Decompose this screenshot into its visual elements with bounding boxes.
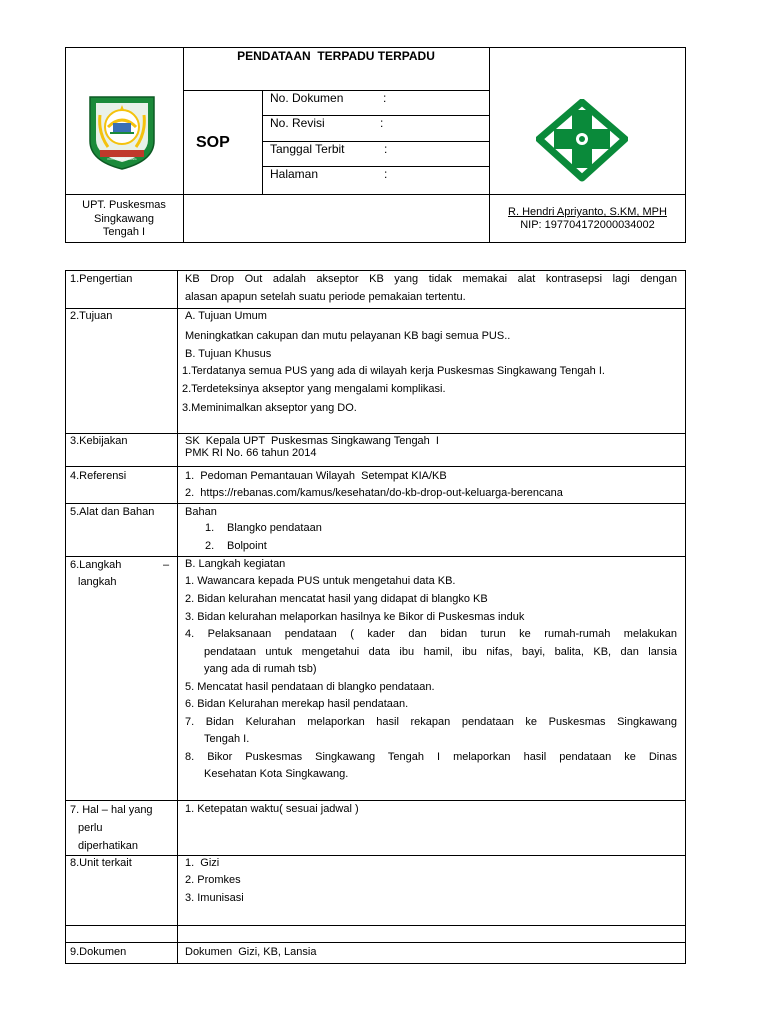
list-item: 6. Bidan Kelurahan merekap hasil pendataan. <box>185 698 409 710</box>
list-item-number: 2. <box>205 540 215 552</box>
field-sep: : <box>380 116 384 130</box>
list-item: Blangko pendataan <box>227 522 322 534</box>
section-label-tujuan: 2.Tujuan <box>70 310 113 322</box>
signer-name: R. Hendri Apriyanto, S.KM, MPH <box>508 206 667 218</box>
section-label-hal: perlu <box>78 822 103 834</box>
list-item: Tengah I. <box>204 733 250 745</box>
section-label-langkah: langkah <box>78 576 117 588</box>
section-label-hal: diperhatikan <box>78 840 138 852</box>
section-label-hal: 7. Hal – hal yang <box>70 804 153 816</box>
city-emblem-caption: KOTA SINGKAWANG <box>107 157 137 161</box>
org-name: Tengah I <box>102 226 146 238</box>
list-item: 1. Wawancara kepada PUS untuk mengetahui data KB. <box>185 575 456 587</box>
pengertian-text: alasan apapun setelah suatu periode pemakaian tertentu. <box>185 291 466 303</box>
pengertian-text: KB Drop Out adalah akseptor KB yang tidak memakai alat kontrasepsi lagi dengan <box>185 273 677 285</box>
list-item: 5. Mencatat hasil pendataan di blangko pendataan. <box>185 681 435 693</box>
kebijakan-text: PMK RI No. 66 tahun 2014 <box>185 447 317 459</box>
dokumen-text: Dokumen Gizi, KB, Lansia <box>185 946 317 958</box>
list-item: 3. Imunisasi <box>185 892 244 904</box>
tujuan-umum-heading: A. Tujuan Umum <box>185 310 267 322</box>
field-sep: : <box>383 91 387 105</box>
section-label-kebijakan: 3.Kebijakan <box>70 435 128 447</box>
document-title: PENDATAAN TERPADU TERPADU <box>237 49 435 63</box>
tujuan-khusus-heading: B. Tujuan Khusus <box>185 348 272 360</box>
langkah-heading: B. Langkah kegiatan <box>185 558 286 570</box>
list-item: 2.Terdeteksinya akseptor yang mengalami komplikasi. <box>182 383 446 395</box>
list-item: 3. Bidan kelurahan melaporkan hasilnya ke Bikor di Puskesmas induk <box>185 611 525 623</box>
sop-label: SOP <box>196 134 230 151</box>
list-item: 1. Ketepatan waktu( sesuai jadwal ) <box>185 803 359 815</box>
list-item: Bolpoint <box>227 540 267 552</box>
list-item: 2. Bidan kelurahan mencatat hasil yang didapat di blangko KB <box>185 593 488 605</box>
field-no-revisi: No. Revisi <box>270 116 325 130</box>
section-label-unit: 8.Unit terkait <box>70 857 132 869</box>
field-tanggal-terbit: Tanggal Terbit <box>270 142 345 156</box>
tujuan-umum-text: Meningkatkan cakupan dan mutu pelayanan KB bagi semua PUS.. <box>185 330 511 342</box>
list-item: 1.Terdatanya semua PUS yang ada di wilayah kerja Puskesmas Singkawang Tengah I. <box>182 365 605 377</box>
list-item: Kesehatan Kota Singkawang. <box>204 768 349 780</box>
section-label-alat: 5.Alat dan Bahan <box>70 506 155 518</box>
org-name: UPT. Puskesmas <box>82 199 166 211</box>
puskesmas-logo <box>536 99 628 182</box>
list-item: 3.Meminimalkan akseptor yang DO. <box>182 402 357 414</box>
list-item: yang ada di rumah tsb) <box>204 663 317 675</box>
org-name: Singkawang <box>94 213 154 225</box>
list-item: 1. Gizi <box>185 857 220 869</box>
field-halaman: Halaman <box>270 167 319 181</box>
field-no-dokumen: No. Dokumen <box>270 91 344 105</box>
list-item: 7. Bidan Kelurahan melaporkan hasil rekapan pendataan ke Puskesmas Singkawang <box>185 716 677 728</box>
signer-nip: NIP: 197704172000034002 <box>520 219 655 231</box>
list-item: 8. Bikor Puskesmas Singkawang Tengah I melaporkan hasil pendataan ke Dinas <box>185 751 677 763</box>
list-item: 4. Pelaksanaan pendataan ( kader dan bidan turun ke rumah-rumah melakukan <box>185 628 677 640</box>
section-label-dash: – <box>163 559 170 571</box>
section-label-pengertian: 1.Pengertian <box>70 273 133 285</box>
field-sep: : <box>384 167 388 181</box>
section-label-dokumen: 9.Dokumen <box>70 946 127 958</box>
section-label-langkah: 6.Langkah <box>70 559 122 571</box>
alat-heading: Bahan <box>185 506 217 518</box>
list-item: 1. Pedoman Pemantauan Wilayah Setempat KIA/KB <box>185 470 447 482</box>
list-item-number: 1. <box>205 522 215 534</box>
list-item: 2. Promkes <box>185 874 241 886</box>
reference-link[interactable]: 2. https://rebanas.com/kamus/kesehatan/do-kb-drop-out-keluarga-berencana <box>185 487 563 499</box>
kebijakan-text: SK Kepala UPT Puskesmas Singkawang Tengah I <box>185 435 439 447</box>
section-label-referensi: 4.Referensi <box>70 470 127 482</box>
list-item: pendataan untuk mengetahui data ibu hamil, ibu nifas, bayi, balita, KB, dan lansia <box>204 646 677 658</box>
field-sep: : <box>384 142 388 156</box>
